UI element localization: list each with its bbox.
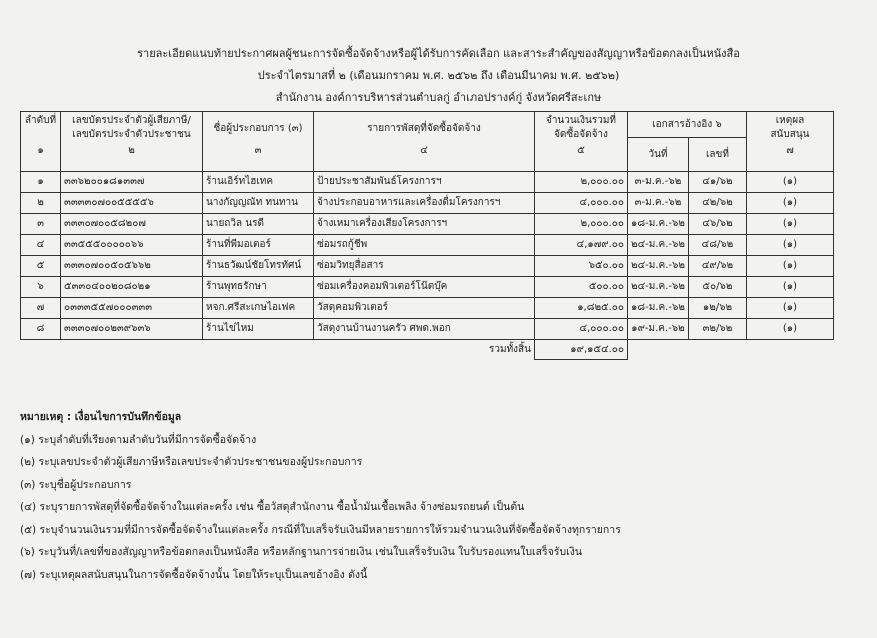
- row-date: ๓-ม.ค.-๖๒: [628, 172, 689, 193]
- notes-title: หมายเหตุ : เงื่อนไขการบันทึกข้อมูล: [20, 411, 182, 423]
- row-vendor: ร้านพุทธรักษา: [203, 277, 314, 298]
- row-date: ๒๔-ม.ค.-๖๒: [628, 277, 689, 298]
- table-body: [21, 172, 834, 340]
- row-id: ๐๓๓๓๕๕๗๐๐๐๓๓๓: [61, 298, 203, 319]
- row-amount: ๔,๐๐๐.๐๐: [535, 193, 628, 214]
- header-docno: เลขที่: [688, 138, 746, 172]
- row-reason: (๑): [746, 235, 833, 256]
- row-no: ๘: [21, 319, 61, 340]
- row-reason: (๑): [746, 172, 833, 193]
- row-date: ๒๔-ม.ค.-๖๒: [628, 256, 689, 277]
- row-docno: ๔๙/๖๒: [688, 256, 746, 277]
- header-reason-label2: สนับสนุน: [770, 129, 810, 140]
- row-item: ซ่อมรถกู้ชีพ: [314, 235, 535, 256]
- row-reason: (๑): [746, 214, 833, 235]
- note-item: (๖) ระบุวันที่/เลขที่ของสัญญาหรือข้อตกลงเป็นหนังสือ หรือหลักฐานการจ่ายเงิน เช่นใบเสร็จรับเงิน ใบรับรองแทนใบเสร็จรับเงิน: [20, 546, 583, 558]
- header-vendor-label: ชื่อผู้ประกอบการ (๓): [213, 123, 303, 134]
- row-no: ๔: [21, 235, 61, 256]
- row-item: ป้ายประชาสัมพันธ์โครงการฯ: [314, 172, 535, 193]
- row-vendor: ร้านธวัฒน์ชัยโทรทัศน์: [203, 256, 314, 277]
- row-amount: ๖๕๐.๐๐: [535, 256, 628, 277]
- row-no: ๒: [21, 193, 61, 214]
- note-item: (๓) ระบุชื่อผู้ประกอบการ: [20, 478, 132, 491]
- row-no: ๖: [21, 277, 61, 298]
- row-amount: ๑,๘๒๕.๐๐: [535, 298, 628, 319]
- row-item: จ้างประกอบอาหารและเครื่องดื่มโครงการฯ: [314, 193, 535, 214]
- row-vendor: นายถวิล นรดี: [203, 214, 314, 235]
- header-id: [61, 112, 203, 172]
- row-amount: ๒,๐๐๐.๐๐: [535, 214, 628, 235]
- row-amount: ๕๐๐.๐๐: [535, 277, 628, 298]
- header-no-label: ลำดับที่: [24, 115, 57, 126]
- row-reason: (๑): [746, 256, 833, 277]
- notes-section: [20, 406, 621, 586]
- table-row: [21, 172, 834, 193]
- row-vendor: ร้านไข่ไหม: [203, 319, 314, 340]
- row-reason: (๑): [746, 193, 833, 214]
- header-vendor: [203, 112, 314, 172]
- row-id: ๓๓๓๓๐๗๐๐๕๕๕๕๖: [61, 193, 203, 214]
- row-id: ๓๓๓๐๗๐๐๕๐๕๖๖๒: [61, 256, 203, 277]
- quarter-period: ประจำไตรมาสที่ ๒ (เดือนมกราคม พ.ศ. ๒๕๖๒ ถึง เดือนมีนาคม พ.ศ. ๒๕๖๒): [257, 69, 620, 82]
- row-vendor: หจก.ศรีสะเกษไอเฟค: [203, 298, 314, 319]
- row-item: วัสดุงานบ้านงานครัว ศพด.พอก: [314, 319, 535, 340]
- row-reason: (๑): [746, 298, 833, 319]
- note-item: (๕) ระบุจำนวนเงินรวมที่มีการจัดซื้อจัดจ้างในแต่ละครั้ง กรณีที่ใบเสร็จรับเงินมีหลายรายการให้รวมจำนวนเงินที่จัดซื้อจัดจ้างทุกรายการ: [20, 523, 621, 536]
- row-docno: ๑๒/๖๒: [688, 298, 746, 319]
- header-item-num: ๔: [420, 145, 428, 156]
- row-date: ๑๘-ม.ค.-๖๒: [628, 298, 689, 319]
- total-spacer: [628, 340, 834, 360]
- row-docno: ๔๘/๖๒: [688, 235, 746, 256]
- table-row: [21, 319, 834, 340]
- row-vendor: ร้านเอิร์ทไฮเทค: [203, 172, 314, 193]
- row-vendor: ร้านที่พีมอเตอร์: [203, 235, 314, 256]
- row-date: ๒๔-ม.ค.-๖๒: [628, 235, 689, 256]
- row-docno: ๔๑/๖๒: [688, 172, 746, 193]
- row-id: ๓๓๖๒๐๐๑๘๑๓๓๗: [61, 172, 203, 193]
- row-amount: ๔,๑๗๙.๐๐: [535, 235, 628, 256]
- header-no: [21, 112, 61, 172]
- total-label: รวมทั้งสิ้น: [489, 344, 531, 356]
- row-reason: (๑): [746, 277, 833, 298]
- header-amount: [535, 112, 628, 172]
- header-amount-num: ๕: [577, 145, 585, 156]
- row-item: ซ่อมวิทยุสื่อสาร: [314, 256, 535, 277]
- row-id: ๓๓๓๐๗๐๐๕๘๒๐๗: [61, 214, 203, 235]
- row-date: ๑๙-ม.ค.-๖๒: [628, 319, 689, 340]
- row-id: ๓๓๓๐๗๐๐๒๓๙๖๓๖: [61, 319, 203, 340]
- row-no: ๗: [21, 298, 61, 319]
- row-item: จ้างเหมาเครื่องเสียงโครงการฯ: [314, 214, 535, 235]
- row-reason: (๑): [746, 319, 833, 340]
- header-vendor-num: ๓: [254, 145, 262, 156]
- row-amount: ๔,๐๐๐.๐๐: [535, 319, 628, 340]
- header-reason: [746, 112, 833, 172]
- row-docno: ๔๒/๖๒: [688, 193, 746, 214]
- header-no-num: ๑: [37, 145, 44, 156]
- header-reason-label1: เหตุผล: [775, 115, 805, 126]
- header-reason-num: ๗: [786, 145, 794, 156]
- note-item: (๑) ระบุลำดับที่เรียงตามลำดับวันที่มีการจัดซื้อจัดจ้าง: [20, 433, 257, 446]
- row-no: ๓: [21, 214, 61, 235]
- agency-name: สำนักงาน องค์การบริหารส่วนตำบลกู่ อำเภอปรางค์กู่ จังหวัดศรีสะเกษ: [275, 91, 602, 104]
- row-date: ๓-ม.ค.-๖๒: [628, 193, 689, 214]
- row-no: ๕: [21, 256, 61, 277]
- header-amount-label2: จัดซื้อจัดจ้าง: [554, 129, 608, 140]
- table-row: [21, 298, 834, 319]
- row-amount: ๒,๐๐๐.๐๐: [535, 172, 628, 193]
- row-no: ๑: [21, 172, 61, 193]
- procurement-table: [20, 111, 834, 360]
- header-id-label2: เลขบัตรประจำตัวประชาชน: [72, 129, 191, 140]
- header-amount-label1: จำนวนเงินรวมที่: [545, 115, 617, 126]
- header-item-label: รายการพัสดุที่จัดซื้อจัดจ้าง: [367, 123, 481, 134]
- header-item: [314, 112, 535, 172]
- row-vendor: นางกัญญณัท ทนทาน: [203, 193, 314, 214]
- row-docno: ๓๒/๖๒: [688, 319, 746, 340]
- table-row: [21, 277, 834, 298]
- header-id-label1: เลขบัตรประจำตัวผู้เสียภาษี/: [72, 115, 191, 126]
- row-item: ซ่อมเครื่องคอมพิวเตอร์โน๊ตบุ๊ค: [314, 277, 535, 298]
- document-title: รายละเอียดแนบท้ายประกาศผลผู้ชนะการจัดซื้อจัดจ้างหรือผู้ได้รับการคัดเลือก และสาระสำคัญของสัญญาหรือข้อตกลงเป็นหนังสือ: [137, 47, 740, 60]
- table-row: [21, 193, 834, 214]
- row-date: ๑๘-ม.ค.-๖๒: [628, 214, 689, 235]
- row-docno: ๔๖/๖๒: [688, 214, 746, 235]
- header-date: วันที่: [628, 138, 689, 172]
- note-item: (๔) ระบุรายการพัสดุที่จัดซื้อจัดจ้างในแต่ละครั้ง เช่น ซื้อวัสดุสำนักงาน ซื้อน้ำมันเชื้อเพลิง จ้างซ่อมรถยนต์ เป็นต้น: [20, 501, 525, 513]
- header-ref: เอกสารอ้างอิง ๖: [628, 112, 747, 138]
- row-docno: ๕๐/๖๒: [688, 277, 746, 298]
- table-row: [21, 235, 834, 256]
- total-value: ๑๙,๑๕๔.๐๐: [535, 340, 628, 360]
- table-row: [21, 256, 834, 277]
- row-id: ๓๓๕๕๕๐๐๐๐๐๖๖: [61, 235, 203, 256]
- note-item: (๗) ระบุเหตุผลสนับสนุนในการจัดซื้อจัดจ้างนั้น โดยให้ระบุเป็นเลขอ้างอิง ดังนี้: [20, 568, 368, 581]
- row-id: ๕๓๓๐๔๐๐๒๐๘๐๒๑: [61, 277, 203, 298]
- note-item: (๒) ระบุเลขประจำตัวผู้เสียภาษีหรือเลขประจำตัวประชาชนของผู้ประกอบการ: [20, 456, 363, 468]
- row-item: วัสดุคอมพิวเตอร์: [314, 298, 535, 319]
- header-id-num: ๒: [128, 145, 135, 156]
- table-row: [21, 214, 834, 235]
